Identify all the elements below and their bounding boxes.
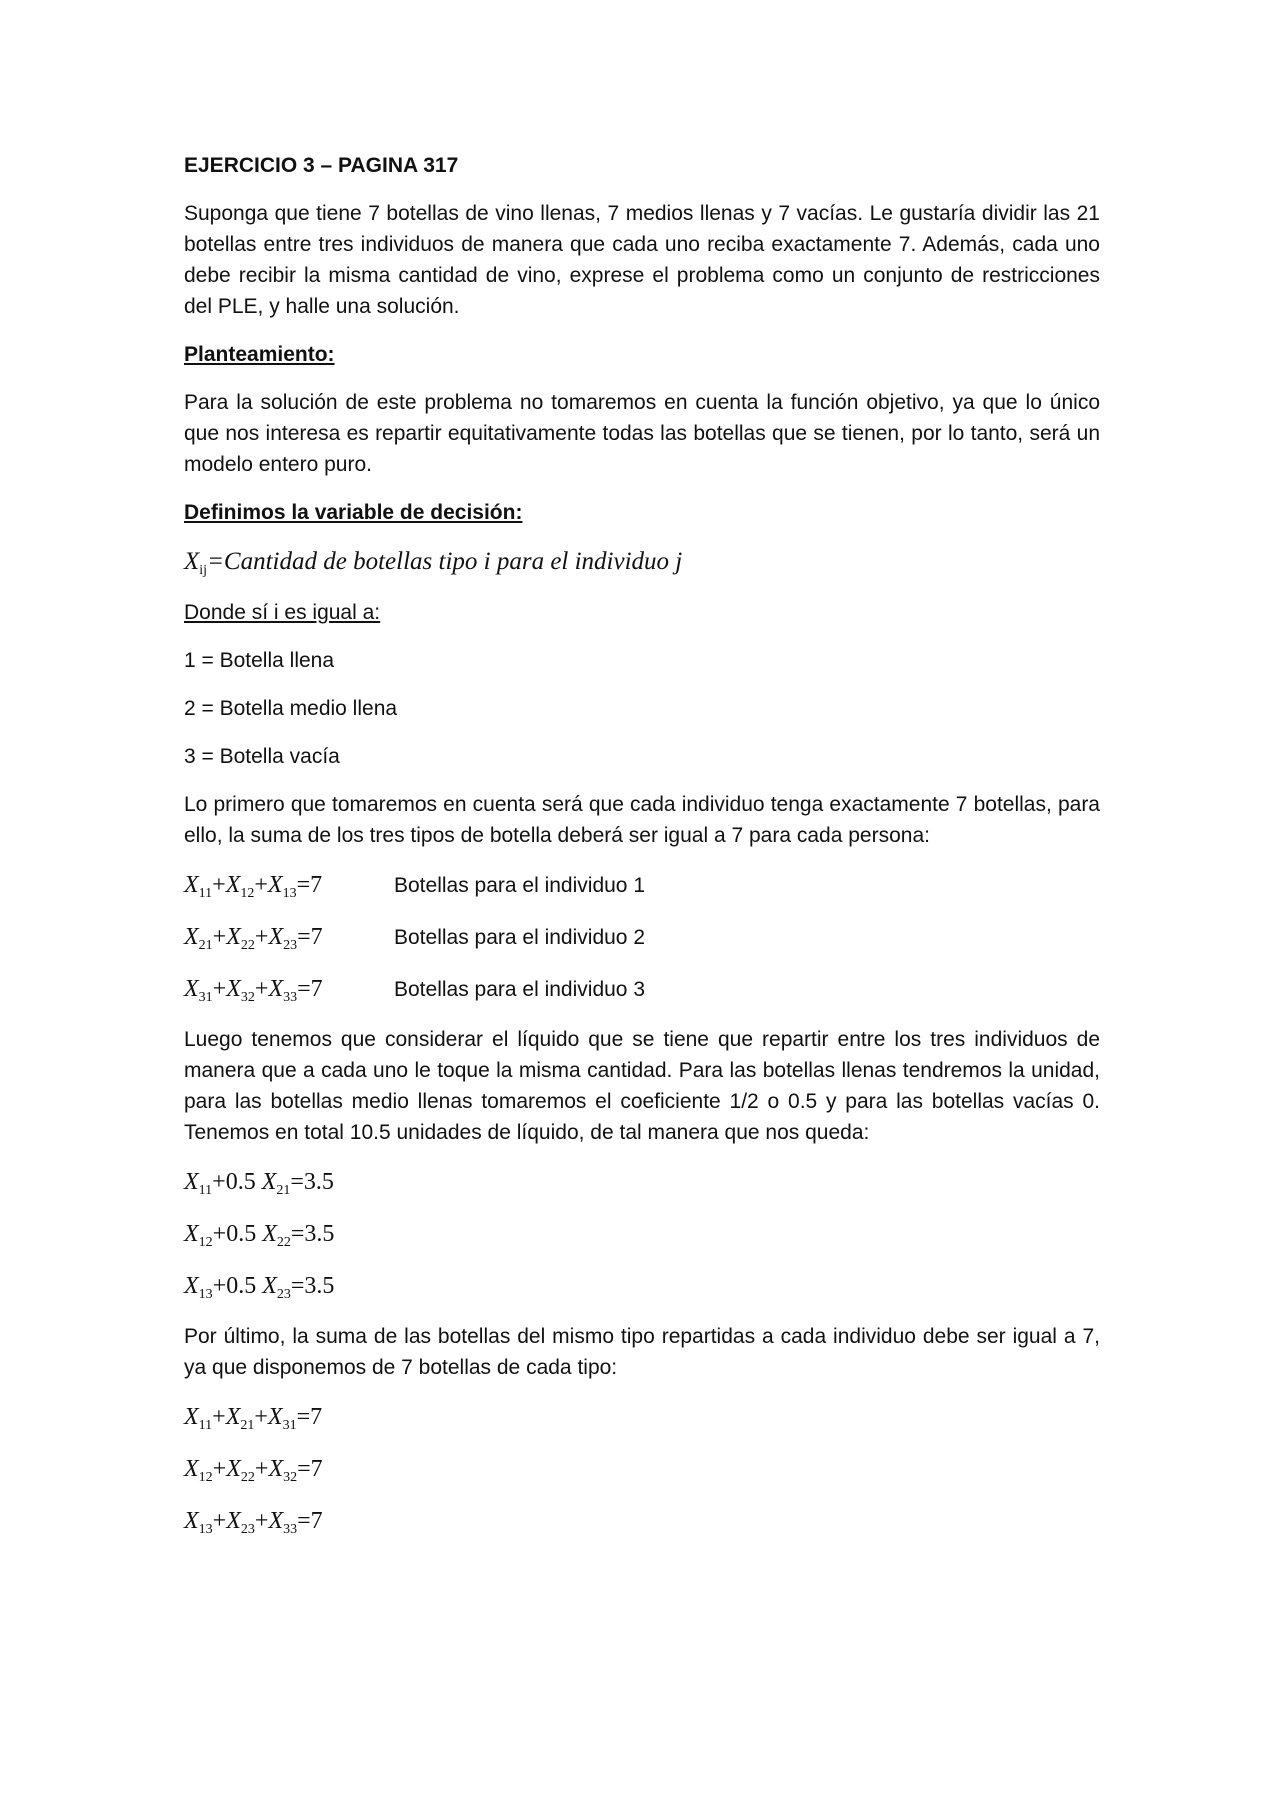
equation-row [184, 868, 1100, 902]
equation: $X_{11}+X_{21}+X_{31}=7$ [184, 1404, 323, 1433]
problem-statement: Suponga que tiene 7 botellas de vino llenas, 7 medios llenas y 7 vacías. Le gustaría dividir las 21 botellas entre tres individuos de manera que cada uno reciba exactamente 7. Además, cada uno debe recibir la misma cantidad de vino, exprese el problema como un conjunto de restricciones del PLE, y halle una solución. [184, 202, 1100, 318]
variable-definition [184, 545, 1100, 581]
type-item: 2 = Botella medio llena [184, 697, 398, 720]
equation: $X_{11}+0.5$ $X_{21}=3.5$ [184, 1169, 334, 1198]
equation-row [184, 920, 1100, 954]
equation: $X_{12}+X_{22}+X_{32}=7$ [184, 1456, 323, 1485]
equation-label: Botellas para el individuo 1 [394, 874, 645, 897]
equation: $X_{31}+X_{32}+X_{33}=7$ [184, 976, 323, 1005]
paragraph-liquid: Luego tenemos que considerar el líquido que se tiene que repartir entre los tres individuos de manera que a cada uno le toque la misma cantidad. Para las botellas llenas tendremos la unidad, para las botellas medio llenas tomaremos el coeficiente 1/2 o 0.5 y para las botellas vacías 0. Tenemos en total 10.5 unidades de líquido, de tal manera que nos queda: [184, 1028, 1100, 1144]
equation-label: Botellas para el individuo 3 [394, 978, 645, 1001]
planteamiento-heading: Planteamiento: [184, 343, 335, 366]
equation: $X_{12}+0.5$ $X_{22}=3.5$ [184, 1221, 335, 1250]
planteamiento-paragraph: Para la solución de este problema no tomaremos en cuenta la función objetivo, ya que lo único que nos interesa es repartir equitativamente todas las botellas que se tienen, por lo tanto, será un modelo entero puro. [184, 391, 1100, 476]
variable-symbol: X [184, 548, 200, 575]
type-item: 1 = Botella llena [184, 649, 335, 672]
equation: $X_{13}+0.5$ $X_{23}=3.5$ [184, 1273, 335, 1302]
paragraph-bottles-per-person: Lo primero que tomaremos en cuenta será que cada individuo tenga exactamente 7 botellas, para ello, la suma de los tres tipos de botella deberá ser igual a 7 para cada persona: [184, 793, 1100, 847]
variable-heading: Definimos la variable de decisión: [184, 501, 523, 524]
donde-label: Donde sí i es igual a: [184, 601, 381, 624]
type-item: 3 = Botella vacía [184, 745, 340, 768]
exercise-title: EJERCICIO 3 – PAGINA 317 [184, 154, 459, 177]
variable-subscript: ij [199, 563, 208, 578]
document-page [184, 150, 1100, 1556]
equation: $X_{21}+X_{22}+X_{23}=7$ [184, 924, 323, 953]
equation-label: Botellas para el individuo 2 [394, 926, 645, 949]
equation-row [184, 972, 1100, 1006]
paragraph-same-type: Por último, la suma de las botellas del mismo tipo repartidas a cada individuo debe ser igual a 7, ya que disponemos de 7 botellas de cada tipo: [184, 1325, 1100, 1379]
equation: $X_{11}+X_{12}+X_{13}=7$ [184, 872, 323, 901]
variable-meaning: =Cantidad de botellas tipo i para el individuo j [207, 548, 683, 575]
equation: $X_{13}+X_{23}+X_{33}=7$ [184, 1508, 323, 1537]
